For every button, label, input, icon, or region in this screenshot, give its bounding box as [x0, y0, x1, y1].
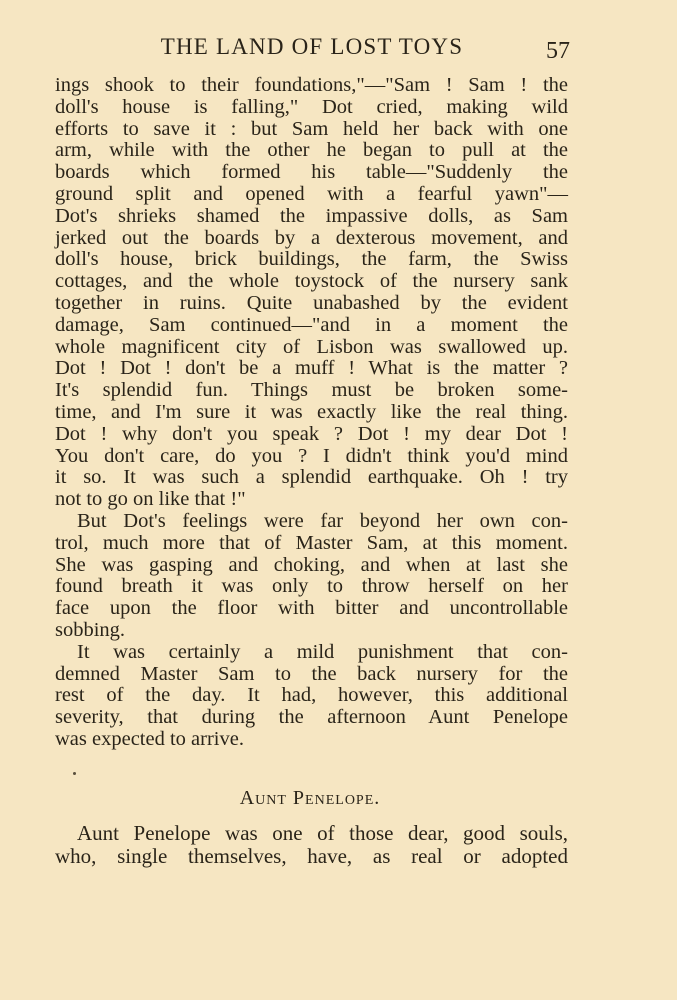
- print-mark: [73, 772, 76, 775]
- text-line: jerked out the boards by a dexterous movement, and: [55, 226, 568, 249]
- section-text: [55, 822, 568, 868]
- text-line: not to go on like that !": [55, 488, 246, 511]
- text-line: whole magnificent city of Lisbon was swallowed up.: [55, 335, 568, 358]
- text-line: Dot's shrieks shamed the impassive dolls, as Sam: [55, 204, 568, 227]
- running-title: THE LAND OF LOST TOYS: [160, 34, 464, 59]
- text-line: It's splendid fun. Things must be broken some-: [55, 379, 568, 402]
- text-line: severity, that during the afternoon Aunt Penelope: [55, 706, 568, 729]
- text-line: damage, Sam continued—"and in a moment the: [55, 313, 568, 336]
- text-line: You don't care, do you ? I didn't think you'd mind: [55, 444, 568, 467]
- paragraph-start-line: Aunt Penelope was one of those dear, good souls,: [77, 821, 568, 845]
- text-line: sobbing.: [55, 618, 126, 641]
- text-line: found breath it was only to throw herself on her: [55, 575, 568, 598]
- text-line: ground split and opened with a fearful yawn"—: [55, 182, 568, 205]
- text-line: who, single themselves, have, as real or adopted: [55, 844, 568, 868]
- text-line: She was gasping and choking, and when at last she: [55, 553, 568, 576]
- text-line: was expected to arrive.: [55, 727, 244, 750]
- text-line: boards which formed his table—"Suddenly the: [55, 161, 568, 184]
- text-line: Dot ! Dot ! don't be a muff ! What is the matter ?: [55, 357, 568, 380]
- text-line: it so. It was such a splendid earthquake. Oh ! try: [55, 466, 568, 489]
- text-line: doll's house is falling," Dot cried, making wild: [55, 95, 568, 118]
- text-line: cottages, and the whole toystock of the nursery sank: [55, 270, 568, 293]
- text-line: Dot ! why don't you speak ? Dot ! my dear Dot !: [55, 422, 568, 445]
- section-heading: Aunt Penelope.: [239, 787, 381, 809]
- paragraph-start-line: But Dot's feelings were far beyond her own con-: [77, 509, 568, 532]
- page-number: 57: [546, 38, 570, 64]
- text-line: efforts to save it : but Sam held her back with one: [55, 117, 568, 140]
- body-text: [55, 75, 568, 751]
- text-line: rest of the day. It had, however, this additional: [55, 684, 568, 707]
- text-line: demned Master Sam to the back nursery for the: [55, 662, 568, 685]
- text-line: together in ruins. Quite unabashed by the evident: [55, 291, 568, 314]
- text-line: face upon the floor with bitter and uncontrollable: [55, 597, 568, 620]
- text-line: arm, while with the other he began to pull at the: [55, 139, 568, 162]
- text-line: ings shook to their foundations,"—"Sam ! Sam ! the: [55, 74, 568, 96]
- paragraph-start-line: It was certainly a mild punishment that con-: [77, 640, 568, 663]
- text-line: doll's house, brick buildings, the farm, the Swiss: [55, 248, 568, 271]
- text-line: time, and I'm sure it was exactly like the real thing.: [55, 400, 568, 423]
- text-line: trol, much more that of Master Sam, at this moment.: [55, 531, 568, 554]
